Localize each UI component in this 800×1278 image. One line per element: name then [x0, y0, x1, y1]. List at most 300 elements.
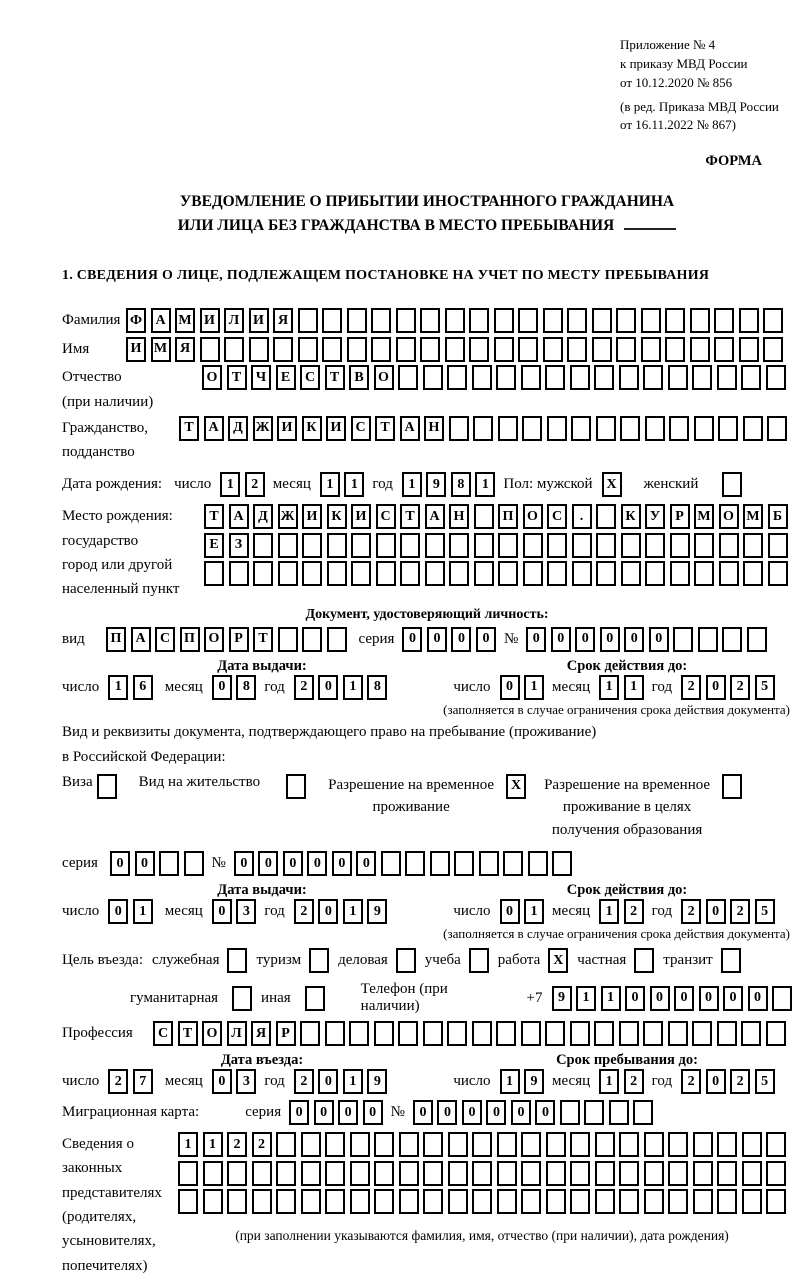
char-cell[interactable] [567, 337, 587, 362]
char-cell-filled[interactable]: 0 [723, 986, 743, 1011]
char-cell-filled[interactable]: А [204, 416, 224, 441]
char-cell-filled[interactable]: А [425, 504, 445, 529]
char-cell-filled[interactable]: И [351, 504, 371, 529]
char-cell[interactable] [722, 627, 742, 652]
char-cell[interactable] [448, 1161, 468, 1186]
char-cell[interactable] [616, 337, 636, 362]
char-cell[interactable] [766, 1161, 786, 1186]
char-cell[interactable] [420, 308, 440, 333]
char-cell[interactable] [547, 416, 567, 441]
char-cell[interactable] [552, 851, 572, 876]
char-cell[interactable] [595, 1132, 615, 1157]
char-cell-filled[interactable]: Д [228, 416, 248, 441]
char-cell[interactable] [717, 1132, 737, 1157]
char-cell[interactable] [469, 948, 489, 973]
char-cell[interactable] [766, 365, 786, 390]
char-cell-filled[interactable]: 0 [413, 1100, 433, 1125]
char-cell[interactable] [278, 533, 298, 558]
char-cell-filled[interactable]: О [719, 504, 739, 529]
char-cell[interactable] [374, 1021, 394, 1046]
char-cell[interactable] [448, 1132, 468, 1157]
char-cell[interactable] [278, 627, 298, 652]
char-cell-filled[interactable]: 1 [343, 675, 363, 700]
char-cell[interactable] [560, 1100, 580, 1125]
char-cell[interactable] [494, 337, 514, 362]
char-cell[interactable] [634, 948, 654, 973]
char-cell-filled[interactable]: 1 [343, 899, 363, 924]
char-cell[interactable] [766, 1189, 786, 1214]
char-cell[interactable] [518, 308, 538, 333]
char-cell-filled[interactable]: К [621, 504, 641, 529]
char-cell[interactable] [570, 1021, 590, 1046]
char-cell-filled[interactable]: 0 [212, 899, 232, 924]
char-cell[interactable] [571, 416, 591, 441]
char-cell-filled[interactable]: 0 [427, 627, 447, 652]
char-cell-filled[interactable]: 0 [212, 675, 232, 700]
char-cell-filled[interactable]: Т [325, 365, 345, 390]
char-cell[interactable] [717, 1021, 737, 1046]
char-cell-filled[interactable]: 1 [601, 986, 621, 1011]
char-cell[interactable] [371, 308, 391, 333]
char-cell[interactable] [693, 1132, 713, 1157]
char-cell-filled[interactable]: 1 [344, 472, 364, 497]
char-cell-filled[interactable]: 9 [367, 1069, 387, 1094]
char-cell[interactable] [641, 337, 661, 362]
char-cell-filled[interactable]: С [547, 504, 567, 529]
char-cell-filled[interactable]: 0 [500, 899, 520, 924]
char-cell-filled[interactable]: О [523, 504, 543, 529]
char-cell[interactable] [376, 561, 396, 586]
char-cell-filled[interactable]: И [126, 337, 146, 362]
char-cell[interactable] [472, 365, 492, 390]
char-cell-filled[interactable]: 7 [133, 1069, 153, 1094]
char-cell-filled[interactable]: И [302, 504, 322, 529]
char-cell[interactable] [445, 337, 465, 362]
char-cell-filled[interactable]: 2 [252, 1132, 272, 1157]
char-cell[interactable] [276, 1189, 296, 1214]
char-cell[interactable] [521, 1161, 541, 1186]
char-cell-filled[interactable]: 0 [283, 851, 303, 876]
char-cell-filled[interactable]: Р [276, 1021, 296, 1046]
char-cell[interactable] [252, 1189, 272, 1214]
char-cell[interactable] [643, 365, 663, 390]
char-cell[interactable] [423, 1132, 443, 1157]
char-cell[interactable] [743, 561, 763, 586]
char-cell-filled[interactable]: 1 [599, 1069, 619, 1094]
char-cell-filled[interactable]: К [302, 416, 322, 441]
char-cell-filled[interactable]: П [498, 504, 518, 529]
char-cell[interactable] [521, 365, 541, 390]
char-cell[interactable] [400, 561, 420, 586]
char-cell[interactable] [739, 337, 759, 362]
char-cell[interactable] [644, 1161, 664, 1186]
char-cell[interactable] [97, 774, 117, 799]
char-cell[interactable] [619, 365, 639, 390]
char-cell[interactable] [742, 1132, 762, 1157]
char-cell-filled[interactable]: 0 [500, 675, 520, 700]
char-cell[interactable] [425, 533, 445, 558]
char-cell[interactable] [523, 533, 543, 558]
char-cell[interactable] [521, 1132, 541, 1157]
char-cell[interactable] [768, 561, 788, 586]
char-cell[interactable] [273, 337, 293, 362]
char-cell[interactable] [449, 416, 469, 441]
char-cell[interactable] [596, 504, 616, 529]
char-cell-filled[interactable]: О [374, 365, 394, 390]
char-cell[interactable] [309, 948, 329, 973]
char-cell-filled[interactable]: 0 [212, 1069, 232, 1094]
char-cell-filled[interactable]: Д [253, 504, 273, 529]
char-cell[interactable] [739, 308, 759, 333]
char-cell-filled[interactable]: У [645, 504, 665, 529]
char-cell[interactable] [423, 1021, 443, 1046]
char-cell[interactable] [633, 1100, 653, 1125]
char-cell-filled[interactable]: 0 [108, 899, 128, 924]
char-cell-filled[interactable]: 0 [699, 986, 719, 1011]
char-cell[interactable] [301, 1132, 321, 1157]
char-cell-filled[interactable]: 1 [203, 1132, 223, 1157]
char-cell-filled[interactable]: Т [227, 365, 247, 390]
char-cell[interactable] [673, 627, 693, 652]
char-cell-filled[interactable]: Ф [126, 308, 146, 333]
char-cell[interactable] [766, 1132, 786, 1157]
char-cell[interactable] [546, 1189, 566, 1214]
char-cell-filled[interactable]: И [326, 416, 346, 441]
char-cell[interactable] [474, 533, 494, 558]
char-cell-filled[interactable]: 0 [289, 1100, 309, 1125]
char-cell-filled[interactable]: 0 [135, 851, 155, 876]
char-cell[interactable] [203, 1161, 223, 1186]
char-cell[interactable] [325, 1021, 345, 1046]
char-cell-filled[interactable]: 1 [320, 472, 340, 497]
char-cell-filled[interactable]: Н [449, 504, 469, 529]
char-cell[interactable] [567, 308, 587, 333]
char-cell[interactable] [498, 561, 518, 586]
char-cell-filled[interactable]: С [351, 416, 371, 441]
char-cell-filled[interactable]: П [106, 627, 126, 652]
char-cell[interactable] [447, 1021, 467, 1046]
char-cell[interactable] [665, 308, 685, 333]
char-cell[interactable] [423, 365, 443, 390]
char-cell[interactable] [430, 851, 450, 876]
char-cell[interactable] [327, 533, 347, 558]
char-cell-filled[interactable]: Т [178, 1021, 198, 1046]
char-cell[interactable] [474, 504, 494, 529]
char-cell-filled[interactable]: 9 [524, 1069, 544, 1094]
char-cell[interactable] [449, 533, 469, 558]
char-cell[interactable] [399, 1161, 419, 1186]
char-cell[interactable] [494, 308, 514, 333]
char-cell[interactable] [668, 1021, 688, 1046]
char-cell[interactable] [249, 337, 269, 362]
char-cell[interactable] [584, 1100, 604, 1125]
char-cell-filled[interactable]: 9 [552, 986, 572, 1011]
char-cell[interactable] [496, 365, 516, 390]
char-cell[interactable] [594, 365, 614, 390]
char-cell-filled[interactable]: 5 [755, 675, 775, 700]
char-cell-filled[interactable]: 5 [755, 899, 775, 924]
char-cell[interactable] [668, 1189, 688, 1214]
char-cell-filled[interactable]: П [180, 627, 200, 652]
char-cell[interactable] [743, 416, 763, 441]
char-cell[interactable] [521, 1021, 541, 1046]
char-cell-filled[interactable]: 1 [599, 899, 619, 924]
char-cell-filled[interactable]: 0 [706, 1069, 726, 1094]
char-cell-filled[interactable]: 2 [108, 1069, 128, 1094]
char-cell-filled[interactable]: Ч [251, 365, 271, 390]
char-cell[interactable] [350, 1161, 370, 1186]
char-cell[interactable] [690, 308, 710, 333]
char-cell[interactable] [595, 1189, 615, 1214]
char-cell[interactable] [178, 1189, 198, 1214]
char-cell-filled[interactable]: 1 [475, 472, 495, 497]
char-cell[interactable] [497, 1161, 517, 1186]
char-cell[interactable] [159, 851, 179, 876]
char-cell[interactable] [325, 1161, 345, 1186]
char-cell[interactable] [253, 561, 273, 586]
char-cell-filled[interactable]: Р [229, 627, 249, 652]
char-cell[interactable] [668, 1132, 688, 1157]
char-cell[interactable] [592, 308, 612, 333]
char-cell[interactable] [692, 1021, 712, 1046]
char-cell[interactable] [644, 1132, 664, 1157]
char-cell[interactable] [498, 416, 518, 441]
char-cell-filled[interactable]: . [572, 504, 592, 529]
char-cell[interactable] [570, 1161, 590, 1186]
char-cell[interactable] [670, 533, 690, 558]
char-cell-filled[interactable]: В [349, 365, 369, 390]
char-cell-filled[interactable]: Т [375, 416, 395, 441]
char-cell[interactable] [717, 1189, 737, 1214]
char-cell[interactable] [448, 1189, 468, 1214]
char-cell-filled[interactable]: Я [175, 337, 195, 362]
char-cell[interactable] [497, 1132, 517, 1157]
char-cell[interactable] [609, 1100, 629, 1125]
char-cell[interactable] [694, 533, 714, 558]
char-cell-filled[interactable]: И [277, 416, 297, 441]
char-cell[interactable] [698, 627, 718, 652]
char-cell-filled[interactable]: 0 [110, 851, 130, 876]
char-cell-filled[interactable]: 0 [624, 627, 644, 652]
char-cell-filled[interactable]: И [200, 308, 220, 333]
char-cell[interactable] [351, 533, 371, 558]
char-cell[interactable] [227, 948, 247, 973]
char-cell-filled[interactable]: С [155, 627, 175, 652]
char-cell-filled[interactable]: 1 [108, 675, 128, 700]
char-cell[interactable] [669, 416, 689, 441]
char-cell[interactable] [523, 561, 543, 586]
char-cell[interactable] [763, 337, 783, 362]
char-cell[interactable] [594, 1021, 614, 1046]
char-cell[interactable] [398, 365, 418, 390]
char-cell-filled[interactable]: 2 [681, 899, 701, 924]
char-cell-filled[interactable]: М [743, 504, 763, 529]
char-cell-filled[interactable]: X [506, 774, 526, 799]
char-cell[interactable] [547, 561, 567, 586]
char-cell[interactable] [619, 1189, 639, 1214]
char-cell-filled[interactable]: 8 [367, 675, 387, 700]
char-cell[interactable] [717, 365, 737, 390]
char-cell[interactable] [717, 1161, 737, 1186]
char-cell[interactable] [374, 1161, 394, 1186]
char-cell-filled[interactable]: 0 [307, 851, 327, 876]
char-cell-filled[interactable]: К [327, 504, 347, 529]
char-cell-filled[interactable]: М [151, 337, 171, 362]
char-cell[interactable] [178, 1161, 198, 1186]
char-cell-filled[interactable]: А [229, 504, 249, 529]
char-cell-filled[interactable]: 0 [234, 851, 254, 876]
char-cell[interactable] [327, 627, 347, 652]
char-cell-filled[interactable]: С [376, 504, 396, 529]
char-cell-filled[interactable]: 9 [367, 899, 387, 924]
char-cell-filled[interactable]: З [229, 533, 249, 558]
char-cell[interactable] [742, 1161, 762, 1186]
char-cell[interactable] [350, 1132, 370, 1157]
char-cell[interactable] [521, 1189, 541, 1214]
char-cell[interactable] [690, 337, 710, 362]
char-cell[interactable] [454, 851, 474, 876]
char-cell[interactable] [479, 851, 499, 876]
char-cell[interactable] [302, 627, 322, 652]
char-cell[interactable] [425, 561, 445, 586]
char-cell-filled[interactable]: 2 [294, 675, 314, 700]
char-cell[interactable] [616, 308, 636, 333]
char-cell[interactable] [473, 416, 493, 441]
char-cell-filled[interactable]: М [175, 308, 195, 333]
char-cell[interactable] [374, 1189, 394, 1214]
char-cell-filled[interactable]: 2 [294, 899, 314, 924]
char-cell-filled[interactable]: 0 [748, 986, 768, 1011]
char-cell-filled[interactable]: 1 [576, 986, 596, 1011]
char-cell[interactable] [692, 365, 712, 390]
char-cell[interactable] [693, 1189, 713, 1214]
char-cell[interactable] [743, 533, 763, 558]
char-cell-filled[interactable]: 1 [500, 1069, 520, 1094]
char-cell[interactable] [570, 1189, 590, 1214]
char-cell[interactable] [322, 337, 342, 362]
char-cell[interactable] [399, 1132, 419, 1157]
char-cell-filled[interactable]: Л [227, 1021, 247, 1046]
char-cell[interactable] [643, 1021, 663, 1046]
char-cell-filled[interactable]: 3 [236, 1069, 256, 1094]
char-cell[interactable] [322, 308, 342, 333]
char-cell[interactable] [747, 627, 767, 652]
char-cell-filled[interactable]: 2 [624, 1069, 644, 1094]
char-cell[interactable] [497, 1189, 517, 1214]
char-cell[interactable] [200, 337, 220, 362]
char-cell[interactable] [396, 948, 416, 973]
char-cell-filled[interactable]: 0 [356, 851, 376, 876]
char-cell[interactable] [522, 416, 542, 441]
char-cell[interactable] [570, 1132, 590, 1157]
char-cell[interactable] [472, 1161, 492, 1186]
char-cell[interactable] [722, 472, 742, 497]
char-cell-filled[interactable]: 0 [600, 627, 620, 652]
char-cell-filled[interactable]: 0 [486, 1100, 506, 1125]
char-cell-filled[interactable]: Т [253, 627, 273, 652]
char-cell-filled[interactable]: 0 [535, 1100, 555, 1125]
char-cell[interactable] [570, 365, 590, 390]
char-cell-filled[interactable]: 0 [706, 899, 726, 924]
char-cell[interactable] [405, 851, 425, 876]
char-cell[interactable] [545, 365, 565, 390]
char-cell-filled[interactable]: 0 [649, 627, 669, 652]
char-cell[interactable] [227, 1189, 247, 1214]
char-cell-filled[interactable]: 0 [674, 986, 694, 1011]
char-cell-filled[interactable]: 0 [258, 851, 278, 876]
char-cell[interactable] [301, 1189, 321, 1214]
char-cell-filled[interactable]: 1 [599, 675, 619, 700]
char-cell-filled[interactable]: 0 [338, 1100, 358, 1125]
char-cell[interactable] [302, 533, 322, 558]
char-cell-filled[interactable]: 0 [650, 986, 670, 1011]
char-cell[interactable] [253, 533, 273, 558]
char-cell[interactable] [396, 337, 416, 362]
char-cell[interactable] [224, 337, 244, 362]
char-cell-filled[interactable]: 0 [437, 1100, 457, 1125]
char-cell-filled[interactable]: 2 [681, 675, 701, 700]
char-cell[interactable] [620, 416, 640, 441]
char-cell[interactable] [349, 1021, 369, 1046]
char-cell[interactable] [472, 1132, 492, 1157]
char-cell-filled[interactable]: 0 [706, 675, 726, 700]
char-cell-filled[interactable]: Я [251, 1021, 271, 1046]
char-cell[interactable] [204, 561, 224, 586]
char-cell[interactable] [399, 1189, 419, 1214]
char-cell-filled[interactable]: С [153, 1021, 173, 1046]
char-cell-filled[interactable]: 1 [402, 472, 422, 497]
char-cell-filled[interactable]: Т [400, 504, 420, 529]
char-cell[interactable] [445, 308, 465, 333]
char-cell[interactable] [278, 561, 298, 586]
char-cell[interactable] [619, 1132, 639, 1157]
char-cell[interactable] [741, 365, 761, 390]
char-cell[interactable] [398, 1021, 418, 1046]
char-cell-filled[interactable]: 1 [343, 1069, 363, 1094]
char-cell-filled[interactable]: А [400, 416, 420, 441]
char-cell-filled[interactable]: Е [204, 533, 224, 558]
char-cell[interactable] [767, 416, 787, 441]
char-cell[interactable] [772, 986, 792, 1011]
char-cell-filled[interactable]: 1 [524, 899, 544, 924]
char-cell[interactable] [518, 337, 538, 362]
char-cell[interactable] [543, 308, 563, 333]
char-cell[interactable] [763, 308, 783, 333]
char-cell-filled[interactable]: 0 [575, 627, 595, 652]
char-cell[interactable] [694, 561, 714, 586]
char-cell[interactable] [423, 1189, 443, 1214]
char-cell[interactable] [694, 416, 714, 441]
char-cell-filled[interactable]: Я [273, 308, 293, 333]
char-cell-filled[interactable]: Р [670, 504, 690, 529]
char-cell[interactable] [449, 561, 469, 586]
char-cell[interactable] [371, 337, 391, 362]
char-cell[interactable] [301, 1161, 321, 1186]
char-cell[interactable] [400, 533, 420, 558]
char-cell-filled[interactable]: 6 [133, 675, 153, 700]
char-cell[interactable] [203, 1189, 223, 1214]
char-cell[interactable] [503, 851, 523, 876]
char-cell[interactable] [619, 1161, 639, 1186]
char-cell-filled[interactable]: 0 [314, 1100, 334, 1125]
char-cell[interactable] [768, 533, 788, 558]
char-cell[interactable] [376, 533, 396, 558]
char-cell[interactable] [286, 774, 306, 799]
char-cell[interactable] [423, 1161, 443, 1186]
char-cell[interactable] [325, 1189, 345, 1214]
char-cell-filled[interactable]: 5 [755, 1069, 775, 1094]
char-cell[interactable] [596, 561, 616, 586]
